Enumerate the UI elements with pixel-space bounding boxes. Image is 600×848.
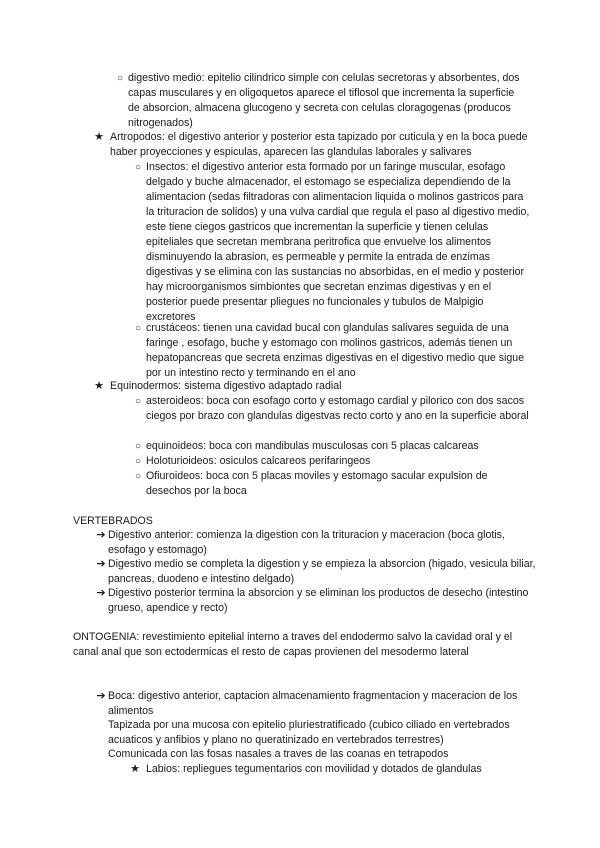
star-bullet-icon: ★ — [94, 131, 104, 143]
hollow-circle-bullet-icon: ○ — [134, 471, 142, 482]
list-item-equinodermos — [94, 379, 534, 394]
star-bullet-icon: ★ — [94, 380, 104, 392]
item-text: Ofiuroideos: boca con 5 placas moviles y estomago sacular expulsion de desechos por la boca — [146, 470, 488, 497]
arrow-bullet-icon: ➔ — [96, 558, 106, 570]
star-bullet-icon: ★ — [130, 763, 140, 775]
item-text: Equinodermos: sistema digestivo adaptado radial — [110, 380, 342, 392]
list-item-digestivo-anterior — [96, 528, 538, 558]
hollow-circle-bullet-icon: ○ — [134, 323, 142, 334]
item-text: asteroideos: boca con esofago corto y estomago cardial y pilorico con dos sacos ciegos por brazo con glandulas digestvas recto corto y ano en la superficie aboral — [146, 395, 529, 422]
list-item-labios — [130, 762, 536, 777]
item-text: Digestivo posterior termina la absorcion y se eliminan los productos de desecho (intestino grueso, apendice y recto) — [108, 587, 529, 614]
arrow-bullet-icon: ➔ — [96, 690, 106, 702]
paragraph-tapizada: Tapizada por una mucosa con epitelio pluriestratificado (cubico ciliado en vertebrados acuaticos y anfibios y plano no queratinizado en vertebrados terrestres) — [108, 719, 510, 746]
item-text: Labios: repliegues tegumentarios con movilidad y dotados de glandulas — [146, 763, 482, 775]
paragraph-comunicada: Comunicada con las fosas nasales a traves de las coanas en tetrapodos — [108, 748, 449, 760]
list-item-artropodos — [94, 130, 534, 160]
list-item-digestivo-medio — [116, 71, 528, 131]
item-text: equinoideos: boca con mandibulas musculosas con 5 placas calcareas — [146, 440, 479, 452]
item-text: Artropodos: el digestivo anterior y posterior esta tapizado por cuticula y en la boca puede haber proyecciones y espiculas, aparecen las glandulas laborales y salivares — [110, 131, 528, 158]
list-item-asteroideos — [134, 394, 533, 424]
list-item-insectos — [134, 160, 533, 325]
paragraph-ontogenia: ONTOGENIA: revestimiento epitelial interno a traves del endodermo salvo la cavidad oral y el canal anal que son ectodermicas el resto de capas provienen del mesodermo lateral — [73, 631, 513, 658]
list-item-digestivo-medio-vertebrados — [96, 557, 538, 587]
item-text: digestivo medio: epitelio cilindrico simple con celulas secretoras y absorbentes, dos capas musculares y en oligoquetos aparece el tiflosol que incrementa la superficie de absorcion, almacena glucogeno y secreta con celulas cloragogenas (producos nitrogenados) — [128, 72, 520, 129]
arrow-bullet-icon: ➔ — [96, 529, 106, 541]
list-item-crustaceos — [134, 321, 533, 381]
hollow-circle-bullet-icon: ○ — [134, 441, 142, 452]
list-item-ofiuroideos — [134, 469, 533, 499]
list-item-equinoideos — [134, 439, 533, 454]
hollow-circle-bullet-icon: ○ — [134, 456, 142, 467]
item-text: Insectos: el digestivo anterior esta formado por un faringe muscular, esofago delgado y buche almacenador, el estomago se especializa dependiendo de la alimentacion (sedas filtradoras con alimentacion liquida o molinos gastricos para la trituracion de solidos) y una vulva cardial que regula el paso al digestivo medio, este tiene ciegos gastricos que incrementan la superficie y tienen celulas epiteliales que secretan membrana peritrofica que envuelve los alimentos disminuyendo la abrasion, es permeable y permite la entrada de enzimas digestivas y se elimina con las sustancias no absorbidas, en el medio y posterior hay microorganismos simbiontes que secretan enzimas digestivas y en el posterior puede presentar pliegues no funcionales y tubulos de Malpigio excretores — [146, 161, 530, 323]
hollow-circle-bullet-icon: ○ — [134, 396, 142, 407]
section-heading-vertebrados: VERTEBRADOS — [73, 515, 153, 527]
item-text: Digestivo anterior: comienza la digestion con la trituracion y maceracion (boca glotis, esofago y estomago) — [108, 529, 505, 556]
item-text: Holoturioideos: osiculos calcareos perifaringeos — [146, 455, 371, 467]
item-text: Boca: digestivo anterior, captacion almacenamiento fragmentacion y maceracion de los alimentos — [108, 690, 518, 717]
item-text: Digestivo medio se completa la digestion y se empieza la absorcion (higado, vesicula biliar, pancreas, duodeno e intestino delgado) — [108, 558, 536, 585]
item-text: crustáceos: tienen una cavidad bucal con glandulas salivares seguida de una faringe , esofago, buche y estomago con molinos gastricos, además tienen un hepatopancreas que secreta enzimas digestivas en el digestivo medio que sigue por un intestino recto y terminando en el ano — [146, 322, 525, 379]
list-item-digestivo-posterior — [96, 586, 538, 616]
hollow-circle-bullet-icon: ○ — [116, 73, 124, 84]
list-item-boca — [96, 689, 528, 719]
list-item-holoturioideos — [134, 454, 533, 469]
hollow-circle-bullet-icon: ○ — [134, 162, 142, 173]
arrow-bullet-icon: ➔ — [96, 587, 106, 599]
